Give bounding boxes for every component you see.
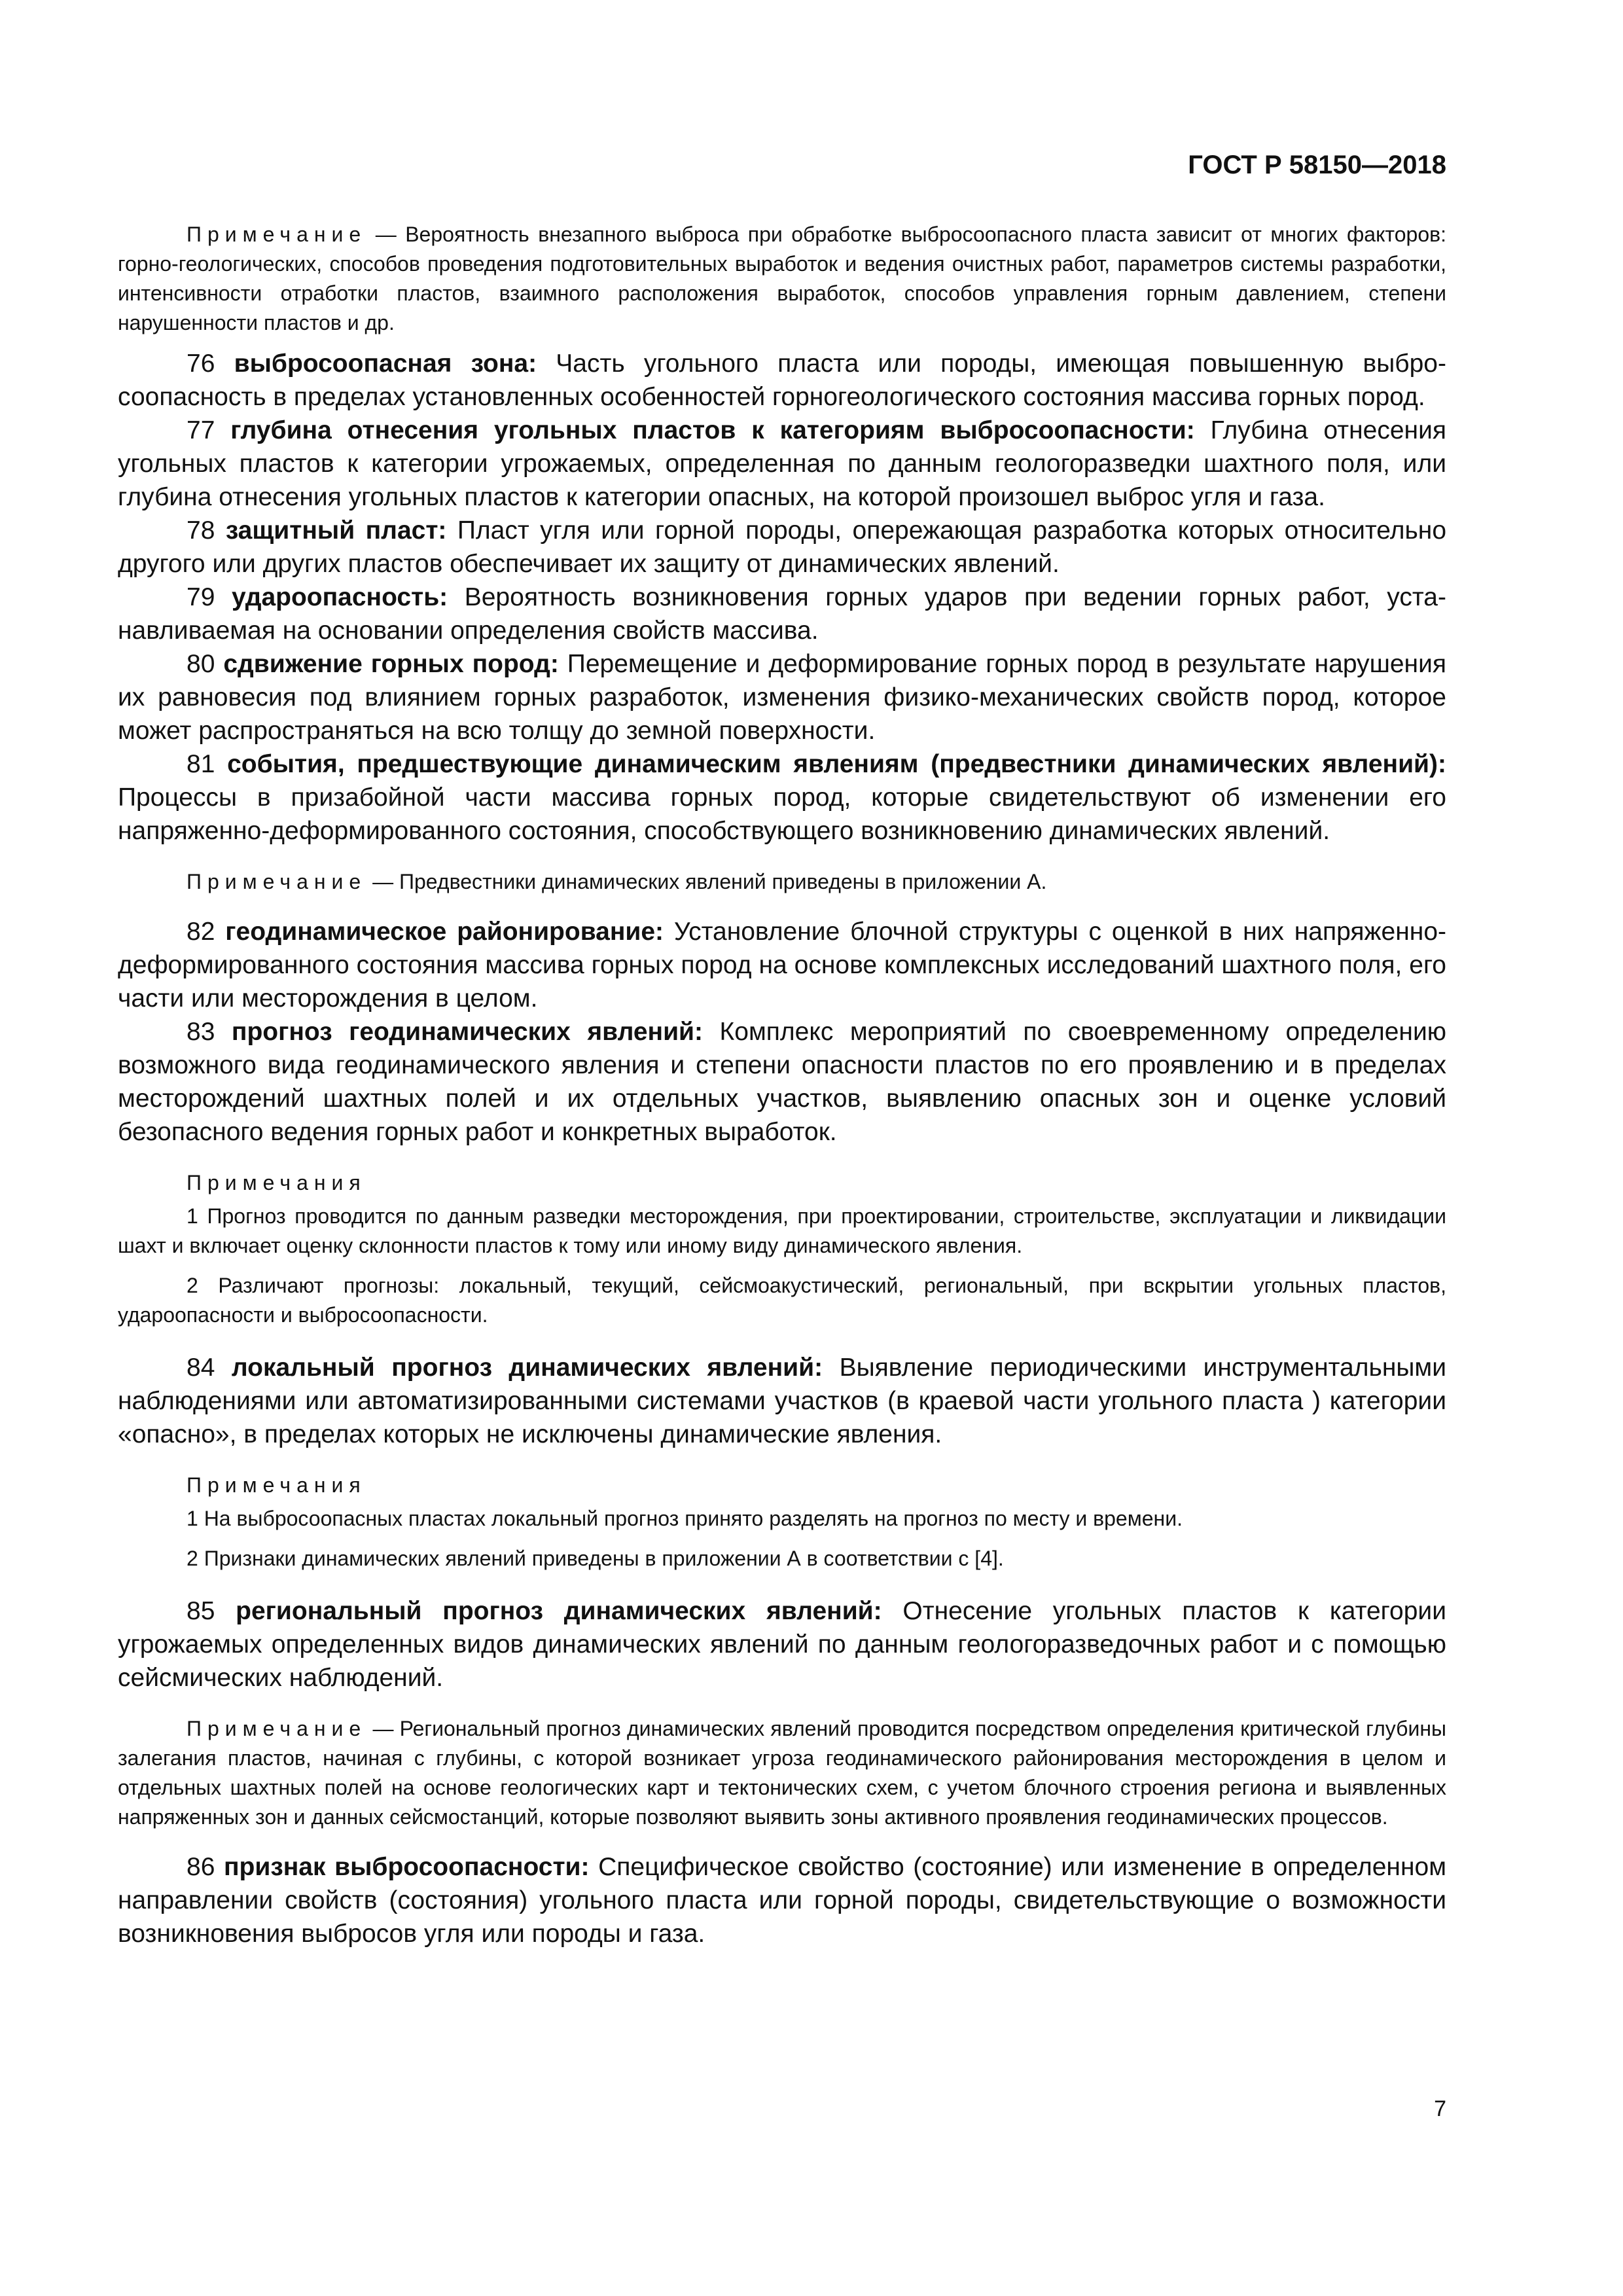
- term-entry-85: [118, 1594, 1446, 1695]
- term-entry-76: [118, 347, 1446, 414]
- term-entry-86: [118, 1850, 1446, 1950]
- term-title: геодинамическое районирование:: [225, 918, 664, 946]
- term-title: защитный пласт:: [225, 516, 447, 545]
- term-number: 79: [187, 583, 215, 611]
- term-number: 77: [187, 416, 215, 444]
- term-title: прогноз геодинамических явлений:: [231, 1018, 704, 1046]
- term-number: 80: [187, 650, 215, 678]
- note: [118, 1714, 1446, 1832]
- note-item: 1 Прогноз проводится по данным разведки месторождения, при проектировании, строительстве, эксплуатации и ликвидации шахт и включает оценку склонности пластов к тому или иному виду динамического явления.: [118, 1204, 1446, 1257]
- term-number: 81: [187, 750, 215, 778]
- note-item: 2 Признаки динамических явлений приведены в приложении А в соответствии с [4].: [187, 1547, 1004, 1570]
- term-number: 82: [187, 918, 215, 946]
- term-title: сдвижение горных пород:: [223, 650, 559, 678]
- term-number: 78: [187, 516, 215, 545]
- term-entry-81: [118, 747, 1446, 848]
- note-item: 1 На выбросоопасных пластах локальный прогноз принято разделять на прогноз по месту и времени.: [187, 1507, 1183, 1530]
- term-definition: Часть угольного пласта или породы, имеющая повышенную выбросоопасность в пределах установленных особенностей горногеологического состояния массива горных пород.: [118, 350, 1446, 411]
- term-definition: Установление блочной структуры с оценкой в них напряженно-деформированного состояния массива горных пород на основе комплексных исследований шахтного поля, его части или месторождения в целом.: [118, 918, 1446, 1013]
- term-number: 86: [187, 1853, 215, 1881]
- page-number: 7: [1434, 2096, 1446, 2121]
- term-title: выбросоопасная зона:: [234, 350, 537, 378]
- term-entry-77: [118, 414, 1446, 514]
- term-definition: Отнесение угольных пластов к категории угрожаемых определенных видов динамических явлений по данным геологоразведочных работ и с помощью сейсмических наблюдений.: [118, 1597, 1447, 1692]
- term-definition: Пласт угля или горной породы, опережающая разработка которых относительно другого или других пластов обеспечивает их защиту от динамических явлений.: [118, 516, 1447, 578]
- term-definition: Вероятность возникновения горных ударов при ведении горных работ, устанавливаемая на основании определения свойств массива.: [118, 583, 1446, 645]
- term-number: 85: [187, 1597, 215, 1625]
- term-entry-84: [118, 1351, 1446, 1451]
- note-label: Примечания: [187, 1473, 366, 1497]
- term-entry-80: [118, 647, 1446, 747]
- term-definition: Процессы в призабойной части массива горных пород, которые свидетельствуют об изменении его напряженно-деформированного состояния, способствующего возникновению динамических явлений.: [118, 783, 1446, 845]
- term-title: признак выбросоопасности:: [224, 1853, 590, 1881]
- note-item: 2 Различают прогнозы: локальный, текущий, сейсмоакустический, региональный, при вскрытии угольных пластов, удароопасности и выбросоопасности.: [118, 1274, 1446, 1327]
- term-entry-83: [118, 1015, 1446, 1149]
- page-content: [118, 220, 1446, 1950]
- standard-number-header: ГОСТ Р 58150—2018: [1188, 151, 1446, 179]
- term-title: удароопасность:: [231, 583, 448, 611]
- note-text: — Предвестники динамических явлений приведены в приложении А.: [366, 870, 1047, 893]
- note-text: — Региональный прогноз динамических явлений проводится посредством определения критической глубины залегания пластов, начиная с глубины, с которой возникает угроза геодинамического районирования месторождения в целом и отдельных шахтных полей на основе геологических карт и тектонических схем, с учетом блочного строения региона и выявленных напряженных зон и данных сейсмостанций, которые позволяют выявить зоны активного проявления геодинамических процессов.: [118, 1717, 1446, 1829]
- term-number: 83: [187, 1018, 215, 1046]
- notes-heading: [118, 1471, 1446, 1500]
- note: [118, 867, 1446, 897]
- term-number: 84: [187, 1354, 215, 1382]
- document-page: [118, 0, 1446, 2296]
- notes-heading: [118, 1168, 1446, 1198]
- term-entry-78: [118, 514, 1446, 581]
- term-definition: Специфическое свойство (состояние) или изменение в определенном направлении свойств (состояния) угольного пласта или горной породы, свидетельствующие о возможности возникновения выбросов угля или породы и газа.: [118, 1853, 1447, 1948]
- term-definition: Перемещение и деформирование горных пород в результате нарушения их равновесия под влиянием горных разработок, изменения физико-механических свойств пород, которое может распространяться на всю толщу до земной поверхности.: [118, 650, 1446, 745]
- term-definition: Комплекс мероприятий по своевременному определению возможного вида геодинамического явления и степени опасности пластов по его проявлению и в пределах месторождений шахтных полей и их отдельных участков, выявлению опасных зон и оценке условий безопасного ведения горных работ и конкретных выработок.: [118, 1018, 1446, 1146]
- term-title: события, предшествующие динамическим явлениям (предвестники динамических явлений):: [227, 750, 1446, 778]
- term-entry-79: [118, 581, 1446, 647]
- note-text: — Вероятность внезапного выброса при обработке выбросоопасного пласта зависит от многих факторов: горно-геологических, способов проведения подготовительных выработок и ведения очистных работ, параметров системы разработки, интенсивности отработки пластов, взаимного расположения выработок, способов управления горным давлением, степени нарушенности пластов и др.: [118, 223, 1446, 334]
- note-label: Примечание: [187, 1717, 367, 1740]
- term-title: локальный прогноз динамических явлений:: [231, 1354, 823, 1382]
- note-label: Примечание: [187, 223, 367, 246]
- term-number: 76: [187, 350, 215, 378]
- term-definition: Глубина отнесения угольных пластов к категории угрожаемых, определенная по данным геологоразведки шахтного поля, или глубина отнесения угольных пластов к категории опасных, на которой произошел выброс угля и газа.: [118, 416, 1446, 511]
- note-label: Примечание: [187, 870, 367, 893]
- note-label: Примечания: [187, 1171, 366, 1194]
- term-definition: Выявление периодическими инструментальными наблюдениями или автоматизированными системами участков (в краевой части угольного пласта ) категории «опасно», в пределах которых не исключены динамические явления.: [118, 1354, 1446, 1448]
- term-title: региональный прогноз динамических явлений:: [236, 1597, 882, 1625]
- term-title: глубина отнесения угольных пластов к категориям выбросоопасности:: [230, 416, 1195, 444]
- note: [118, 220, 1446, 338]
- term-entry-82: [118, 915, 1446, 1015]
